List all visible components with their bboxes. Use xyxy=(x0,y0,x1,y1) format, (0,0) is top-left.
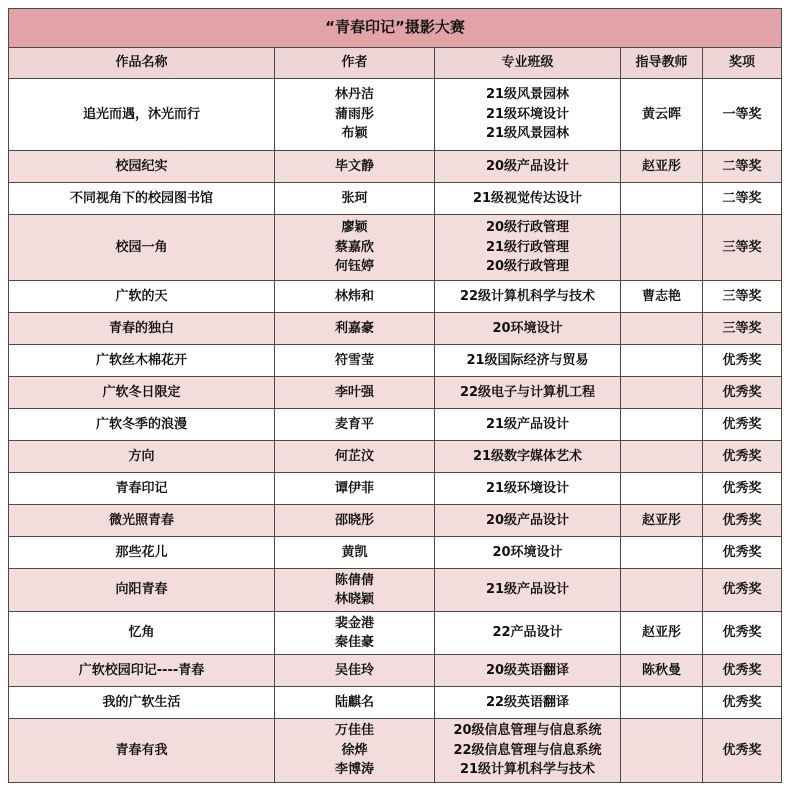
author-cell-line: 林晓颖 xyxy=(334,592,374,607)
class-cell-line: 22级计算机科学与技术 xyxy=(459,288,596,304)
table-title: “青春印记”摄影大赛 xyxy=(9,9,782,48)
class-cell-line: 21级环境设计 xyxy=(485,106,570,122)
author-cell-line: 蔡嘉欣 xyxy=(334,239,374,255)
work-title-cell: 忆角 xyxy=(9,612,275,655)
work-title-cell: 青春有我 xyxy=(9,719,275,783)
work-title-cell: 青春印记 xyxy=(9,473,275,505)
teacher-cell: 赵亚彤 xyxy=(621,151,703,183)
award-cell: 一等奖 xyxy=(703,79,782,151)
author-cell-line: 陈倩倩 xyxy=(334,572,374,588)
author-cell xyxy=(275,377,435,409)
class-cell xyxy=(435,151,621,183)
author-cell-line: 林丹洁 xyxy=(334,87,374,103)
teacher-cell: 赵亚彤 xyxy=(621,505,703,537)
class-cell-line: 22级信息管理与信息系统 xyxy=(453,742,602,758)
author-cell-line: 毕文静 xyxy=(334,158,374,174)
teacher-cell xyxy=(621,687,703,719)
class-cell-line: 20级行政管理 xyxy=(485,220,570,236)
author-cell-line: 廖颖 xyxy=(341,220,368,236)
table-row xyxy=(9,409,782,441)
teacher-cell xyxy=(621,345,703,377)
class-cell xyxy=(435,612,621,655)
author-cell xyxy=(275,215,435,281)
author-cell-line: 谭伊菲 xyxy=(334,480,374,496)
table-row xyxy=(9,281,782,313)
header-author: 作者 xyxy=(275,48,435,79)
class-cell-line: 20级产品设计 xyxy=(485,158,570,174)
author-cell xyxy=(275,687,435,719)
award-cell: 优秀奖 xyxy=(703,612,782,655)
teacher-cell xyxy=(621,569,703,612)
award-cell: 优秀奖 xyxy=(703,409,782,441)
table-row xyxy=(9,377,782,409)
author-cell xyxy=(275,537,435,569)
author-cell-line: 李博涛 xyxy=(334,762,374,778)
author-cell-line: 黄凯 xyxy=(341,544,368,560)
class-cell xyxy=(435,313,621,345)
author-cell-line: 徐烨 xyxy=(341,742,368,758)
author-cell xyxy=(275,569,435,612)
work-title-cell: 青春的独白 xyxy=(9,313,275,345)
teacher-cell xyxy=(621,719,703,783)
award-cell: 优秀奖 xyxy=(703,505,782,537)
teacher-cell xyxy=(621,313,703,345)
author-cell-line: 麦育平 xyxy=(334,416,374,432)
author-cell xyxy=(275,345,435,377)
author-cell xyxy=(275,183,435,215)
author-cell-line: 邵晓彤 xyxy=(334,512,374,528)
author-cell xyxy=(275,313,435,345)
author-cell xyxy=(275,473,435,505)
class-cell-line: 21级风景园林 xyxy=(485,87,570,103)
author-cell-line: 吴佳玲 xyxy=(334,662,374,678)
award-cell: 三等奖 xyxy=(703,281,782,313)
work-title-cell: 追光而遇，沐光而行 xyxy=(9,79,275,151)
award-cell: 优秀奖 xyxy=(703,345,782,377)
table-body xyxy=(9,79,782,783)
author-cell-line: 林炜和 xyxy=(334,288,374,304)
author-cell-line: 张珂 xyxy=(341,190,368,206)
author-cell-line: 何钰婷 xyxy=(334,259,374,275)
class-cell xyxy=(435,409,621,441)
class-cell xyxy=(435,473,621,505)
author-cell-line: 李叶强 xyxy=(334,384,374,400)
table-row xyxy=(9,313,782,345)
teacher-cell xyxy=(621,183,703,215)
header-class: 专业班级 xyxy=(435,48,621,79)
award-cell: 优秀奖 xyxy=(703,655,782,687)
class-cell-line: 21级视觉传达设计 xyxy=(472,190,583,206)
table-row xyxy=(9,719,782,783)
work-title-cell: 我的广软生活 xyxy=(9,687,275,719)
class-cell xyxy=(435,537,621,569)
class-cell-line: 22级英语翻译 xyxy=(485,694,570,710)
header-work: 作品名称 xyxy=(9,48,275,79)
work-title-cell: 广软校园印记----青春 xyxy=(9,655,275,687)
class-cell-line: 21级环境设计 xyxy=(485,480,570,496)
table-row xyxy=(9,151,782,183)
author-cell xyxy=(275,409,435,441)
author-cell xyxy=(275,655,435,687)
work-title-cell: 向阳青春 xyxy=(9,569,275,612)
work-title-cell: 那些花儿 xyxy=(9,537,275,569)
teacher-cell xyxy=(621,441,703,473)
class-cell-line: 20级行政管理 xyxy=(485,259,570,275)
author-cell xyxy=(275,612,435,655)
class-cell xyxy=(435,569,621,612)
table-row xyxy=(9,537,782,569)
work-title-cell: 校园一角 xyxy=(9,215,275,281)
author-cell-line: 利嘉豪 xyxy=(334,320,374,336)
author-cell xyxy=(275,151,435,183)
class-cell xyxy=(435,183,621,215)
table-row xyxy=(9,215,782,281)
award-cell: 优秀奖 xyxy=(703,473,782,505)
author-cell-line: 蒲雨彤 xyxy=(334,106,374,122)
work-title-cell: 校园纪实 xyxy=(9,151,275,183)
class-cell-line: 22产品设计 xyxy=(492,625,563,641)
author-cell-line: 裴金港 xyxy=(334,615,374,631)
author-cell xyxy=(275,79,435,151)
work-title-cell: 方向 xyxy=(9,441,275,473)
class-cell xyxy=(435,655,621,687)
teacher-cell xyxy=(621,215,703,281)
work-title-cell: 广软冬日限定 xyxy=(9,377,275,409)
award-cell: 三等奖 xyxy=(703,215,782,281)
author-cell xyxy=(275,281,435,313)
class-cell-line: 20环境设计 xyxy=(492,544,563,560)
award-table xyxy=(8,8,782,783)
work-title-cell: 微光照青春 xyxy=(9,505,275,537)
teacher-cell: 陈秋曼 xyxy=(621,655,703,687)
award-cell: 二等奖 xyxy=(703,183,782,215)
class-cell xyxy=(435,441,621,473)
teacher-cell xyxy=(621,537,703,569)
award-cell: 三等奖 xyxy=(703,313,782,345)
class-cell xyxy=(435,215,621,281)
table-row xyxy=(9,505,782,537)
award-cell: 优秀奖 xyxy=(703,377,782,409)
teacher-cell: 曹志艳 xyxy=(621,281,703,313)
award-cell: 优秀奖 xyxy=(703,719,782,783)
class-cell-line: 21级风景园林 xyxy=(485,126,570,142)
teacher-cell: 黄云晖 xyxy=(621,79,703,151)
header-teacher: 指导教师 xyxy=(621,48,703,79)
author-cell-line: 何芷汶 xyxy=(334,448,374,464)
class-cell xyxy=(435,79,621,151)
table-row xyxy=(9,79,782,151)
award-cell: 二等奖 xyxy=(703,151,782,183)
table-row xyxy=(9,655,782,687)
header-row xyxy=(9,48,782,79)
teacher-cell xyxy=(621,377,703,409)
class-cell-line: 21级计算机科学与技术 xyxy=(459,762,596,778)
teacher-cell: 赵亚彤 xyxy=(621,612,703,655)
work-title-cell: 广软的天 xyxy=(9,281,275,313)
class-cell-line: 20环境设计 xyxy=(492,320,563,336)
class-cell-line: 21级国际经济与贸易 xyxy=(466,352,589,368)
author-cell-line: 万佳佳 xyxy=(334,723,374,739)
table-row xyxy=(9,441,782,473)
award-cell: 优秀奖 xyxy=(703,537,782,569)
table-row xyxy=(9,687,782,719)
table-row xyxy=(9,612,782,655)
class-cell-line: 21级产品设计 xyxy=(485,416,570,432)
award-table-container xyxy=(8,8,781,783)
author-cell xyxy=(275,441,435,473)
table-row xyxy=(9,345,782,377)
class-cell-line: 21级产品设计 xyxy=(485,582,570,598)
award-cell: 优秀奖 xyxy=(703,441,782,473)
class-cell xyxy=(435,345,621,377)
author-cell-line: 秦佳豪 xyxy=(334,635,374,650)
class-cell-line: 22级电子与计算机工程 xyxy=(459,384,596,400)
class-cell-line: 21级行政管理 xyxy=(485,239,570,255)
class-cell xyxy=(435,719,621,783)
class-cell-line: 20级英语翻译 xyxy=(485,662,570,678)
class-cell-line: 21级数字媒体艺术 xyxy=(472,448,583,464)
class-cell-line: 20级信息管理与信息系统 xyxy=(453,723,602,739)
work-title-cell: 广软冬季的浪漫 xyxy=(9,409,275,441)
author-cell-line: 布颖 xyxy=(341,126,368,142)
award-cell: 优秀奖 xyxy=(703,687,782,719)
author-cell-line: 符雪莹 xyxy=(334,352,374,368)
table-row xyxy=(9,569,782,612)
work-title-cell: 不同视角下的校园图书馆 xyxy=(9,183,275,215)
class-cell xyxy=(435,687,621,719)
teacher-cell xyxy=(621,409,703,441)
table-row xyxy=(9,183,782,215)
author-cell xyxy=(275,505,435,537)
author-cell xyxy=(275,719,435,783)
work-title-cell: 广软丝木棉花开 xyxy=(9,345,275,377)
class-cell-line: 20级产品设计 xyxy=(485,512,570,528)
header-award: 奖项 xyxy=(703,48,782,79)
award-cell: 优秀奖 xyxy=(703,569,782,612)
author-cell-line: 陆麒名 xyxy=(334,694,374,710)
class-cell xyxy=(435,377,621,409)
table-row xyxy=(9,473,782,505)
teacher-cell xyxy=(621,473,703,505)
class-cell xyxy=(435,505,621,537)
class-cell xyxy=(435,281,621,313)
